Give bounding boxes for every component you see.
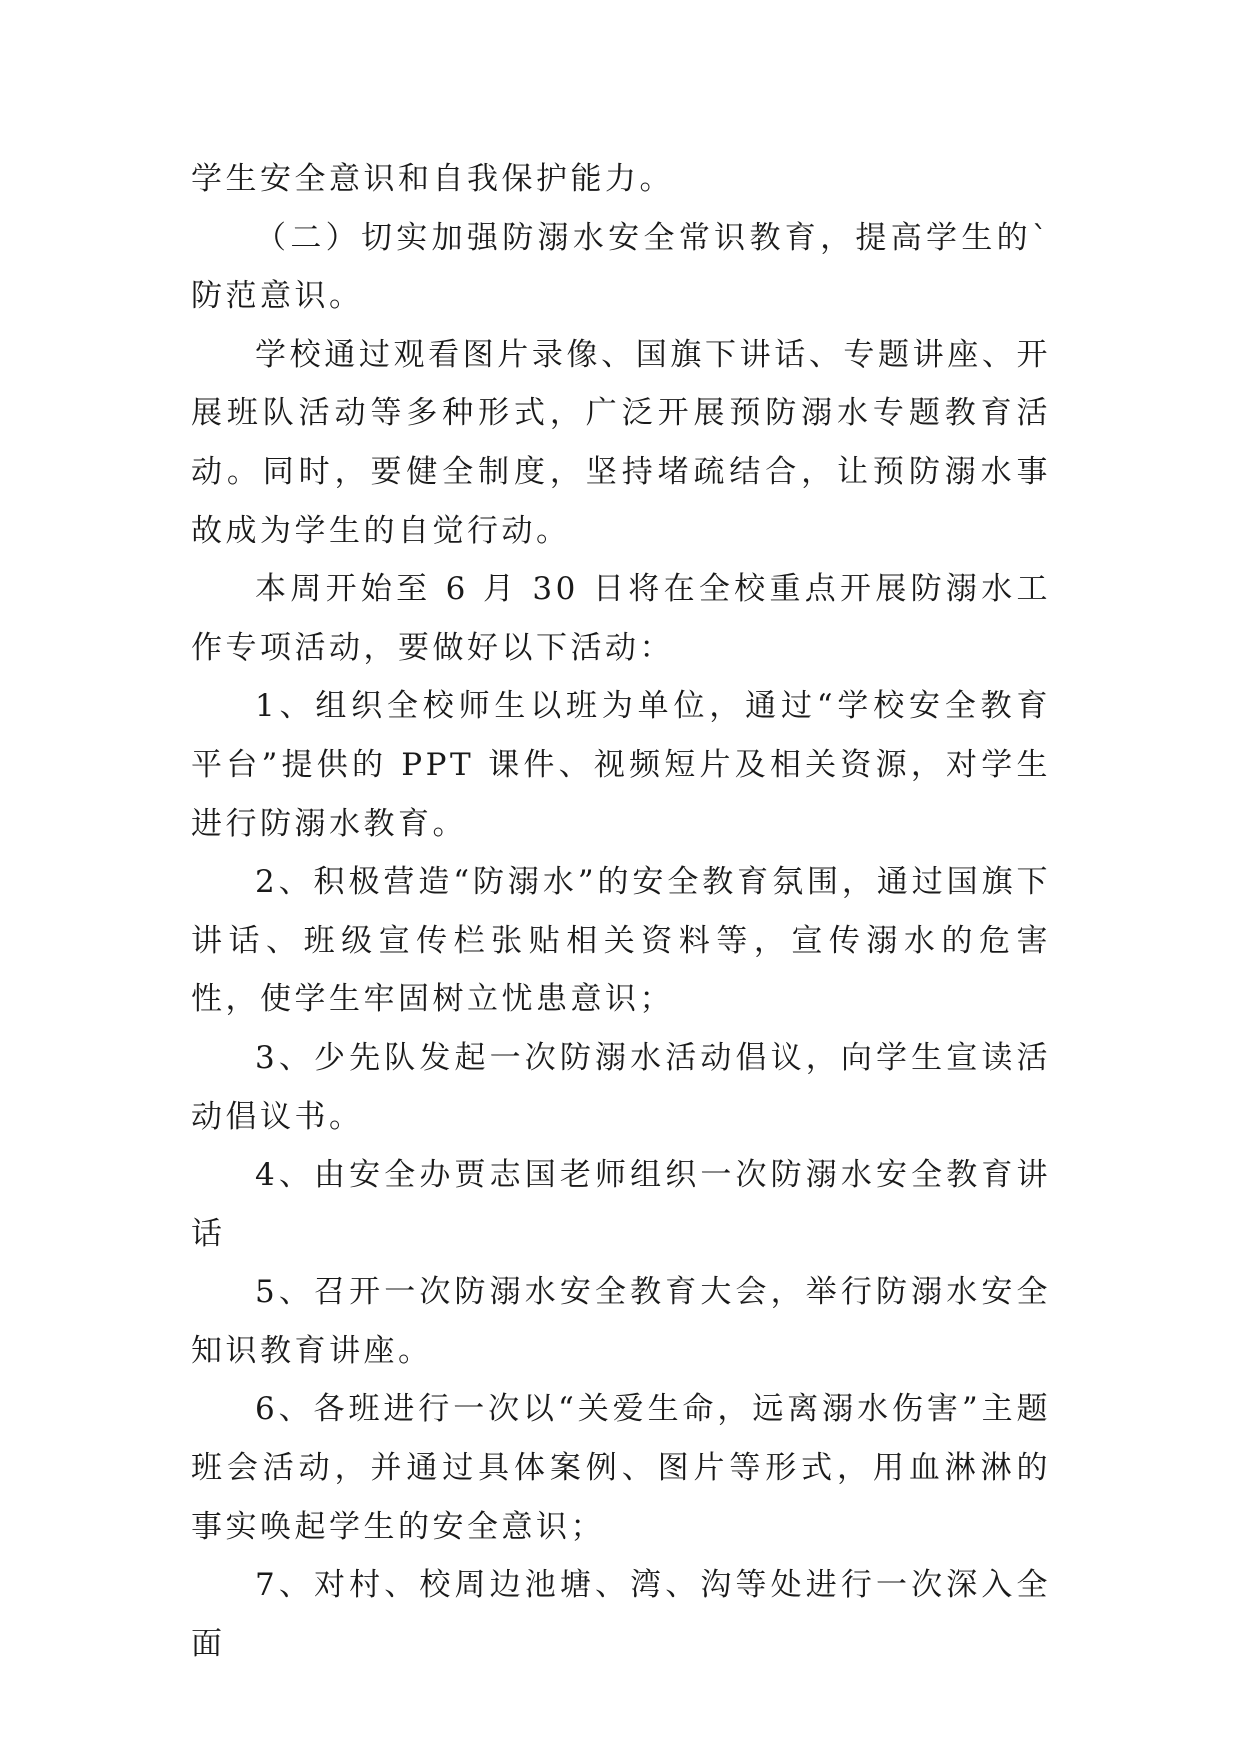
paragraph-3: 学校通过观看图片录像、国旗下讲话、专题讲座、开展班队活动等多种形式，广泛开展预防溺水专题教育活动。同时，要健全制度，坚持堵疏结合，让预防溺水事故成为学生的自觉行动。: [191, 336, 1051, 549]
document-page: [191, 150, 1051, 1673]
list-item-2: 2、积极营造“防溺水”的安全教育氛围，通过国旗下讲话、班级宣传栏张贴相关资料等，宣传溺水的危害性，使学生牢固树立忧患意识；: [191, 864, 1051, 1018]
list-item-7: 7、对村、校周边池塘、湾、沟等处进行一次深入全面: [191, 1567, 1051, 1662]
list-item-1: 1、组织全校师生以班为单位，通过“学校安全教育平台”提供的 PPT 课件、视频短片及相关资源，对学生进行防溺水教育。: [191, 688, 1051, 842]
paragraph-2-heading: （二）切实加强防溺水安全常识教育，提高学生的`防范意识。: [191, 219, 1051, 315]
list-item-3: 3、少先队发起一次防溺水活动倡议，向学生宣读活动倡议书。: [191, 1039, 1051, 1135]
paragraph-4: 本周开始至 6 月 30 日将在全校重点开展防溺水工作专项活动，要做好以下活动：: [191, 571, 1051, 666]
list-item-6: 6、各班进行一次以“关爱生命，远离溺水伤害”主题班会活动，并通过具体案例、图片等形式，用血淋淋的事实唤起学生的安全意识；: [191, 1391, 1051, 1545]
paragraph-1: 学生安全意识和自我保护能力。: [191, 161, 674, 197]
list-item-5: 5、召开一次防溺水安全教育大会，举行防溺水安全知识教育讲座。: [191, 1274, 1051, 1369]
list-item-4: 4、由安全办贾志国老师组织一次防溺水安全教育讲话: [191, 1157, 1051, 1252]
